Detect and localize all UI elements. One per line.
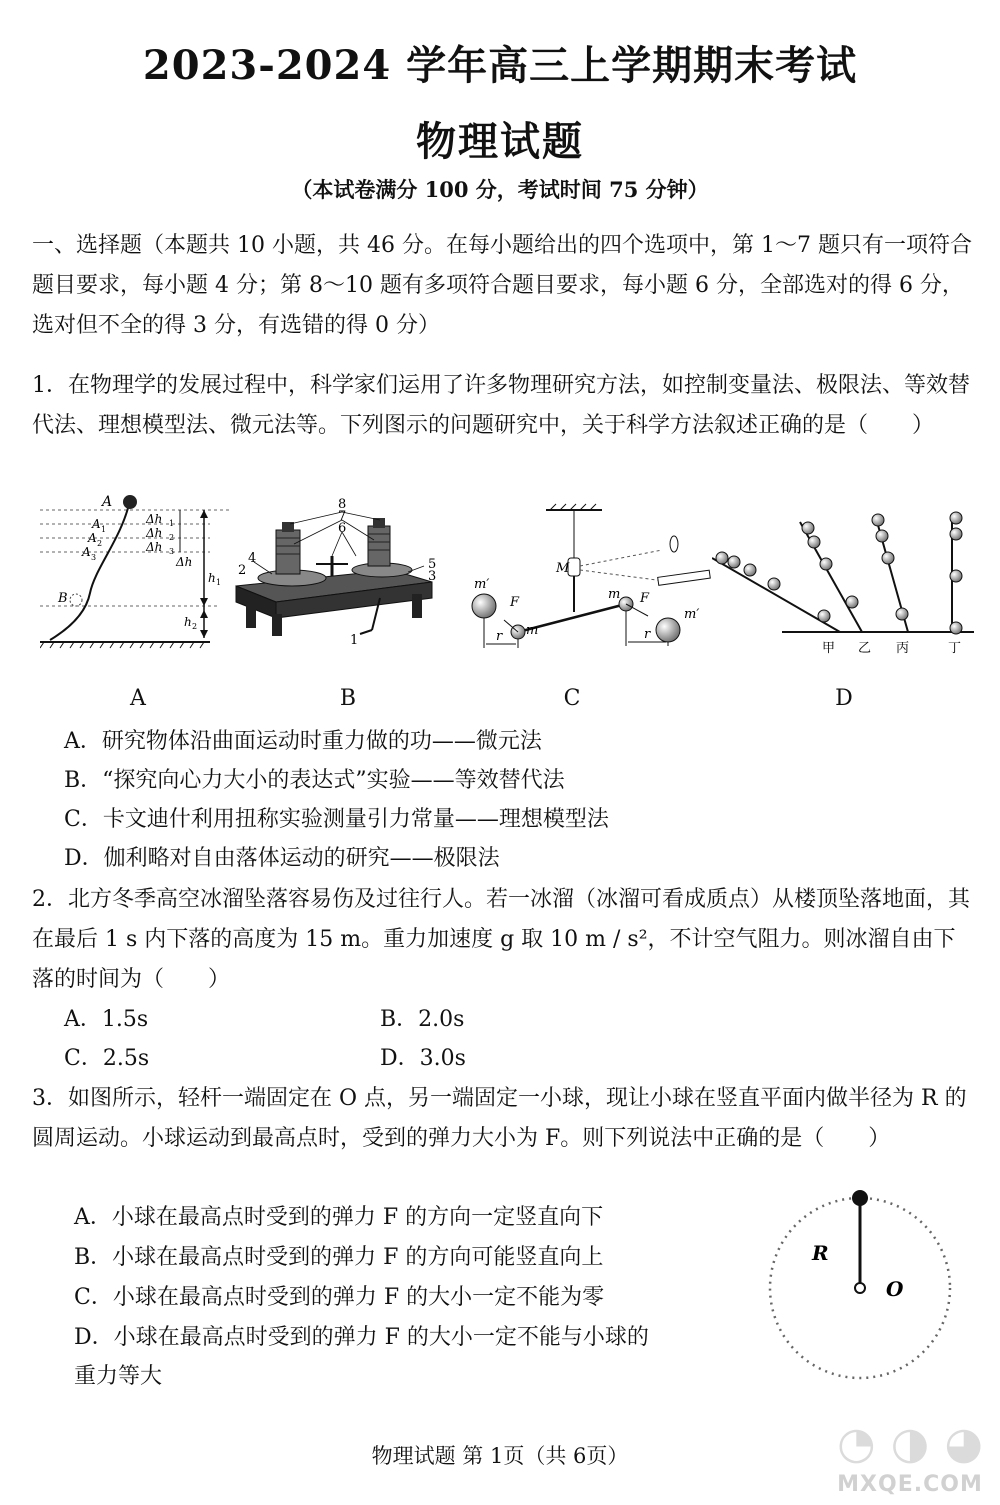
label-h1: h [208, 571, 216, 585]
figure-label-a: A [130, 686, 146, 711]
label-point-a: A [102, 494, 113, 510]
label-7: 7 [338, 509, 347, 524]
label-2: 2 [238, 563, 247, 578]
label-r-right: r [644, 627, 651, 642]
label-force-right: F [640, 591, 650, 606]
label-r-left: r [496, 629, 503, 644]
label-m-right: m [608, 587, 621, 602]
q1-option-b: B．“探究向心力大小的表达式”实验——等效替代法 [64, 768, 565, 793]
label-dh1: Δh [146, 512, 163, 526]
label-a3: A [82, 545, 91, 559]
q2-option-b: B．2.0s [380, 1007, 465, 1032]
q2-option-d: D．3.0s [380, 1046, 466, 1071]
section-heading: 一、选择题（本题共 10 小题，共 46 分。在每小题给出的四个选项中，第 1～7 题只有一项符合题目要求，每小题 4 分；第 8～10 题有多项符合题目要求，每小题 6 分，全部选对的得 6 分，选对但不全的得 3 分，有选错的得 0 分） [32, 233, 972, 338]
label-bing: 丙 [896, 641, 910, 656]
watermark [825, 1418, 995, 1500]
q3-option-d: D．小球在最高点时受到的弹力 F 的大小一定不能与小球的重力等大 [74, 1325, 649, 1389]
watermark-text: MXQE.COM [837, 1472, 983, 1497]
label-a1-sub: 1 [101, 525, 107, 534]
q1-option-a: A．研究物体沿曲面运动时重力做的功——微元法 [64, 729, 542, 754]
label-dh1-sub: 1 [169, 519, 175, 528]
label-dh2-sub: 2 [169, 533, 175, 542]
label-m-big: M [556, 561, 570, 576]
label-4: 4 [248, 551, 257, 566]
label-mprime-right: m′ [684, 607, 700, 622]
watermark-logo-icon: ◔ ◑ ◕ [837, 1418, 983, 1469]
label-a2: A [88, 531, 97, 545]
label-yi: 乙 [858, 641, 872, 656]
figure-d [712, 506, 980, 656]
q3-option-b: B．小球在最高点时受到的弹力 F 的方向可能竖直向上 [74, 1245, 604, 1270]
q3-stem: 3．如图所示，轻杆一端固定在 O 点，另一端固定一小球，现让小球在竖直平面内做半径为 R 的圆周运动。小球运动到最高点时，受到的弹力大小为 F。则下列说法中正确的是（ ） [32, 1086, 967, 1151]
exam-title: 2023-2024 学年高三上学期期末考试 [142, 42, 858, 89]
label-point-b: B [58, 591, 68, 606]
label-3: 3 [428, 569, 437, 584]
page-footer: 物理试题 第 1页（共 6页） [371, 1444, 629, 1468]
q3-option-a: A．小球在最高点时受到的弹力 F 的方向一定竖直向下 [74, 1205, 604, 1230]
label-a3-sub: 3 [91, 553, 97, 562]
q1-option-c: C．卡文迪什利用扭称实验测量引力常量——理想模型法 [64, 807, 609, 832]
q2-option-a: A．1.5s [64, 1007, 149, 1032]
label-radius: R [812, 1241, 829, 1265]
label-1: 1 [350, 633, 359, 648]
subject-title: 物理试题 [416, 118, 584, 165]
label-dh3-sub: 3 [169, 547, 175, 556]
label-m-left: m [526, 623, 539, 638]
figure-label-d: D [835, 686, 853, 711]
q3-option-c: C．小球在最高点时受到的弹力 F 的大小一定不能为零 [74, 1285, 605, 1310]
label-dh2: Δh [146, 526, 163, 540]
exam-note: （本试卷满分 100 分，考试时间 75 分钟） [291, 177, 709, 202]
label-mprime-left: m′ [474, 577, 490, 592]
label-h2-sub: 2 [192, 622, 198, 631]
label-a1: A [92, 517, 101, 531]
label-a2-sub: 2 [97, 539, 103, 548]
q3-figure [764, 1186, 964, 1406]
label-8: 8 [338, 497, 347, 512]
label-dh: Δh [176, 555, 193, 569]
figure-label-c: C [563, 686, 581, 711]
label-h1-sub: 1 [216, 578, 222, 587]
label-center: O [886, 1277, 904, 1301]
label-ding: 丁 [948, 641, 962, 656]
label-dh3: Δh [146, 540, 163, 554]
q2-stem: 2．北方冬季高空冰溜坠落容易伤及过往行人。若一冰溜（冰溜可看成质点）从楼顶坠落地面，其在最后 1 s 内下落的高度为 15 m。重力加速度 g 取 10 m / s²，不计空气阻力。则冰溜自由下落的时间为（ ） [32, 887, 971, 992]
figure-label-b: B [339, 686, 357, 711]
q1-stem: 1．在物理学的发展过程中，科学家们运用了许多物理研究方法，如控制变量法、极限法、等效替代法、理想模型法、微元法等。下列图示的问题研究中，关于科学方法叙述正确的是（ ） [32, 373, 971, 438]
label-force-left: F [510, 595, 520, 610]
figure-c [462, 500, 712, 660]
label-5: 5 [428, 557, 437, 572]
figure-a [40, 488, 230, 658]
figure-b [232, 494, 442, 654]
q1-option-d: D．伽利略对自由落体运动的研究——极限法 [64, 846, 500, 871]
q2-option-c: C．2.5s [64, 1046, 150, 1071]
label-jia: 甲 [822, 641, 836, 656]
label-h2: h [184, 615, 192, 629]
label-6: 6 [338, 521, 347, 536]
